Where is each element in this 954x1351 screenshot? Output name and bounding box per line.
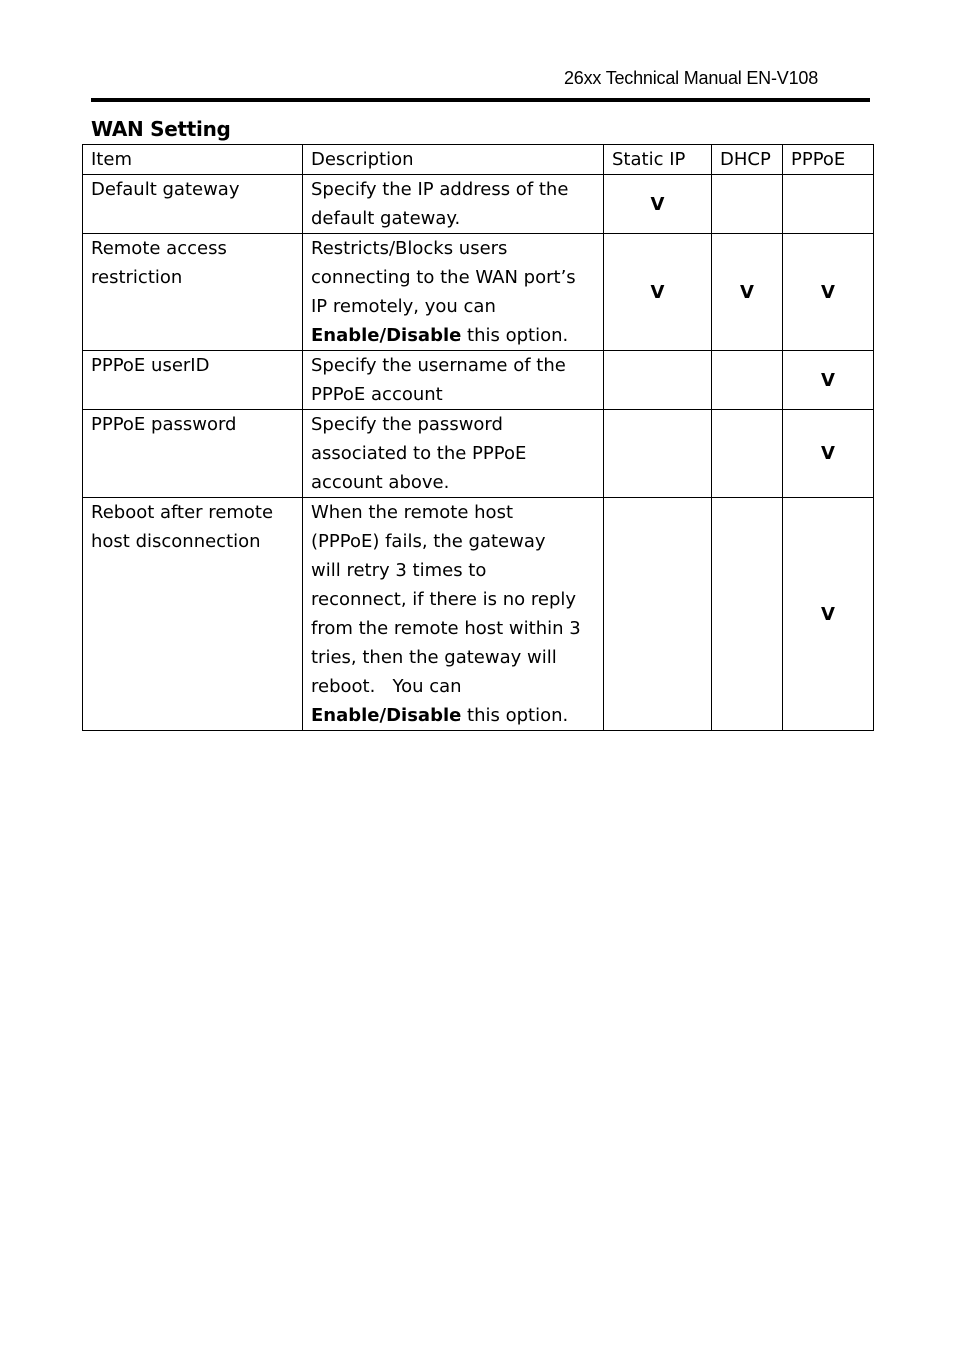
static-ip-cell: V xyxy=(604,234,712,351)
wan-setting-table xyxy=(82,144,874,731)
table-header-row xyxy=(83,145,874,175)
description-cell xyxy=(303,351,604,410)
static-ip-cell xyxy=(604,351,712,410)
column-header-dhcp: DHCP xyxy=(712,145,783,175)
description-line: reconnect, if there is no reply xyxy=(311,589,577,610)
description-tail-text: this option. xyxy=(461,705,569,726)
description-line: from the remote host within 3 xyxy=(311,618,581,639)
table-row xyxy=(83,410,874,498)
description-line: When the remote host xyxy=(311,502,514,523)
description-tail-text: this option. xyxy=(461,325,569,346)
description-line: connecting to the WAN port’s xyxy=(311,267,576,288)
description-line: will retry 3 times to xyxy=(311,560,487,581)
table-row xyxy=(83,175,874,234)
description-cell xyxy=(303,175,604,234)
item-cell: Default gateway xyxy=(83,175,303,234)
static-ip-cell xyxy=(604,498,712,731)
table-row xyxy=(83,351,874,410)
pppoe-cell: V xyxy=(783,351,874,410)
description-line: Specify the IP address of the xyxy=(311,179,569,200)
header-divider xyxy=(91,98,870,102)
description-line xyxy=(311,321,595,350)
section-title: WAN Setting xyxy=(91,117,231,141)
column-header-pppoe: PPPoE xyxy=(783,145,874,175)
description-bold-text: Enable/Disable xyxy=(311,705,462,726)
static-ip-cell: V xyxy=(604,175,712,234)
item-cell: PPPoE userID xyxy=(83,351,303,410)
dhcp-cell xyxy=(712,410,783,498)
item-cell: PPPoE password xyxy=(83,410,303,498)
column-header-item: Item xyxy=(83,145,303,175)
description-line: account above. xyxy=(311,472,450,493)
column-header-description: Description xyxy=(303,145,604,175)
description-line: IP remotely, you can xyxy=(311,296,496,317)
pppoe-cell xyxy=(783,175,874,234)
dhcp-cell: V xyxy=(712,234,783,351)
item-cell: Reboot after remote host disconnection xyxy=(83,498,303,731)
dhcp-cell xyxy=(712,498,783,731)
page-header: 26xx Technical Manual EN-V108 xyxy=(564,68,819,88)
description-line: tries, then the gateway will xyxy=(311,647,557,668)
pppoe-cell: V xyxy=(783,498,874,731)
pppoe-cell: V xyxy=(783,234,874,351)
description-cell xyxy=(303,498,604,731)
static-ip-cell xyxy=(604,410,712,498)
description-line: associated to the PPPoE xyxy=(311,443,527,464)
description-cell xyxy=(303,410,604,498)
column-header-static-ip: Static IP xyxy=(604,145,712,175)
dhcp-cell xyxy=(712,175,783,234)
table-row xyxy=(83,234,874,351)
item-cell: Remote access restriction xyxy=(83,234,303,351)
description-line: Restricts/Blocks users xyxy=(311,238,508,259)
table-row xyxy=(83,498,874,731)
description-line: reboot. You can xyxy=(311,676,462,697)
description-line: PPPoE account xyxy=(311,384,443,405)
description-line: Specify the username of the xyxy=(311,355,566,376)
description-bold-text: Enable/Disable xyxy=(311,325,462,346)
pppoe-cell: V xyxy=(783,410,874,498)
description-cell xyxy=(303,234,604,351)
description-line: (PPPoE) fails, the gateway xyxy=(311,531,546,552)
description-line: Specify the password xyxy=(311,414,503,435)
dhcp-cell xyxy=(712,351,783,410)
description-line: default gateway. xyxy=(311,208,461,229)
description-line xyxy=(311,701,595,730)
